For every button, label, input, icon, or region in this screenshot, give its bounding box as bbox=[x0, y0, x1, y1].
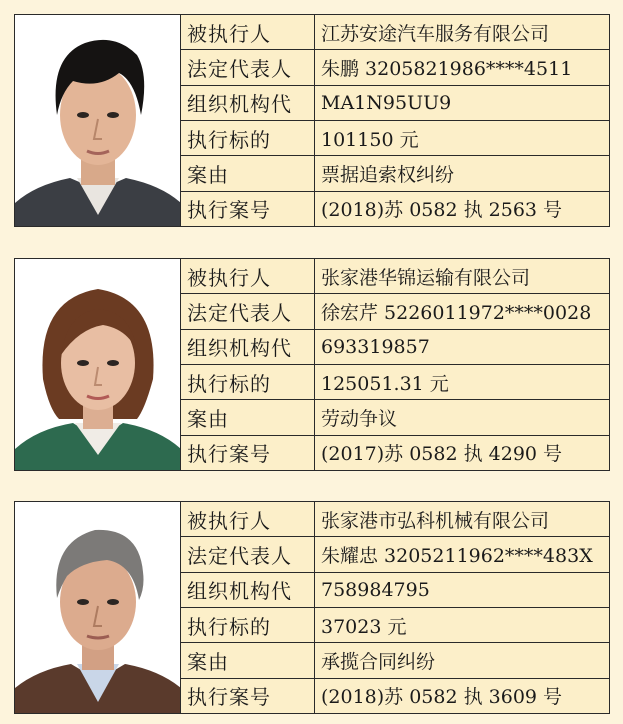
record-info-table bbox=[181, 15, 609, 226]
record-card bbox=[14, 258, 610, 471]
field-value: 江苏安途汽车服务有限公司 bbox=[321, 22, 550, 45]
table-row bbox=[181, 436, 609, 470]
table-row bbox=[181, 643, 609, 678]
field-value: 张家港华锦运输有限公司 bbox=[321, 266, 531, 289]
table-row bbox=[181, 86, 609, 121]
table-row bbox=[181, 156, 609, 191]
record-card bbox=[14, 14, 610, 227]
field-value: 125051.31 元 bbox=[321, 372, 449, 395]
field-label: 执行标的 bbox=[181, 121, 315, 155]
field-value: 758984795 bbox=[321, 578, 430, 601]
field-label: 案由 bbox=[181, 156, 315, 190]
table-row bbox=[181, 259, 609, 294]
table-row bbox=[181, 365, 609, 400]
field-value: (2018)苏 0582 执 2563 号 bbox=[321, 199, 563, 222]
table-row bbox=[181, 537, 609, 572]
field-value: 101150 元 bbox=[321, 128, 419, 151]
table-row bbox=[181, 121, 609, 156]
field-value: MA1N95UU9 bbox=[321, 91, 452, 114]
field-label: 案由 bbox=[181, 643, 315, 677]
person-photo bbox=[15, 15, 181, 226]
table-row bbox=[181, 679, 609, 713]
field-label: 案由 bbox=[181, 400, 315, 434]
record-info-table bbox=[181, 502, 609, 713]
table-row bbox=[181, 608, 609, 643]
field-label: 被执行人 bbox=[181, 502, 315, 536]
field-label: 被执行人 bbox=[181, 259, 315, 293]
table-row bbox=[181, 192, 609, 226]
field-label: 组织机构代 bbox=[181, 573, 315, 607]
field-label: 法定代表人 bbox=[181, 294, 315, 328]
table-row bbox=[181, 330, 609, 365]
field-label: 执行标的 bbox=[181, 365, 315, 399]
field-value: (2018)苏 0582 执 3609 号 bbox=[321, 686, 563, 709]
field-value: 承揽合同纠纷 bbox=[321, 650, 436, 673]
field-label: 法定代表人 bbox=[181, 50, 315, 84]
person-photo bbox=[15, 502, 181, 713]
field-value: 徐宏芹 5226011972****0028 bbox=[321, 301, 592, 324]
field-label: 执行标的 bbox=[181, 608, 315, 642]
table-row bbox=[181, 502, 609, 537]
field-value: 693319857 bbox=[321, 335, 430, 358]
field-value: 票据追索权纠纷 bbox=[321, 163, 455, 186]
table-row bbox=[181, 573, 609, 608]
field-value: (2017)苏 0582 执 4290 号 bbox=[321, 443, 563, 466]
field-label: 组织机构代 bbox=[181, 330, 315, 364]
table-row bbox=[181, 15, 609, 50]
person-photo bbox=[15, 259, 181, 470]
field-label: 执行案号 bbox=[181, 192, 315, 226]
field-value: 劳动争议 bbox=[321, 407, 398, 430]
field-value: 朱耀忠 3205211962****483X bbox=[321, 544, 593, 567]
field-label: 组织机构代 bbox=[181, 86, 315, 120]
field-label: 法定代表人 bbox=[181, 537, 315, 571]
field-label: 执行案号 bbox=[181, 679, 315, 713]
table-row bbox=[181, 50, 609, 85]
field-label: 被执行人 bbox=[181, 15, 315, 49]
table-row bbox=[181, 294, 609, 329]
record-card bbox=[14, 501, 610, 714]
field-value: 朱鹏 3205821986****4511 bbox=[321, 57, 573, 80]
field-value: 37023 元 bbox=[321, 615, 407, 638]
table-row bbox=[181, 400, 609, 435]
field-label: 执行案号 bbox=[181, 436, 315, 470]
record-info-table bbox=[181, 259, 609, 470]
field-value: 张家港市弘科机械有限公司 bbox=[321, 509, 550, 532]
